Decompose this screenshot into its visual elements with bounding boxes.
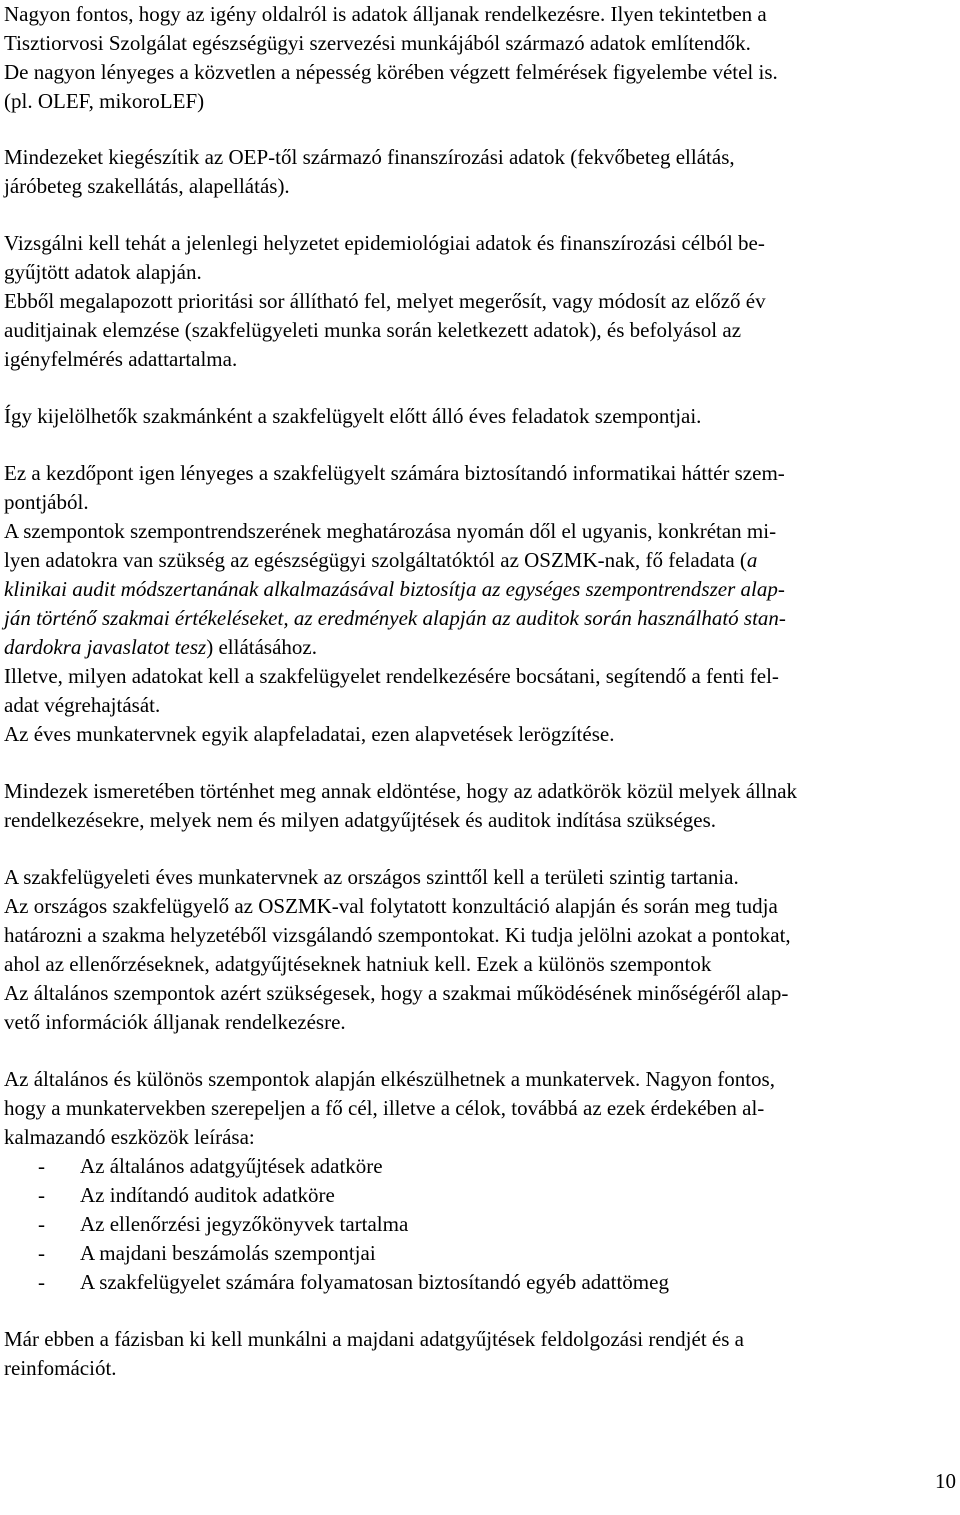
text-line: vető információk álljanak rendelkezésre. xyxy=(4,1010,346,1034)
text-line: határozni a szakma helyzetéből vizsgálandó szempontokat. Ki tudja jelölni azokat a pontokat, xyxy=(4,923,791,947)
text-line: (pl. OLEF, mikoroLEF) xyxy=(4,89,205,113)
text-line: Az országos szakfelügyelő az OSZMK-val folytatott konzultáció alapján és során meg tudja xyxy=(4,894,778,918)
text-line: gyűjtött adatok alapján. xyxy=(4,260,202,284)
italic-text: ján történő szakmai értékeléseket, az eredmények alapján az auditok során használható stan- xyxy=(4,606,786,630)
text-line: kalmazandó eszközök leírása: xyxy=(4,1125,255,1149)
page-number: 10 xyxy=(935,1469,956,1493)
text-line: De nagyon lényeges a közvetlen a népesség körében végzett felmérések figyelembe vétel is. xyxy=(4,60,778,84)
text-line: A szempontok szempontrendszerének meghatározása nyomán dől el ugyanis, konkrétan mi- xyxy=(4,519,777,543)
text-line: auditjainak elemzése (szakfelügyeleti munka során keletkezett adatok), és befolyásol az xyxy=(4,318,742,342)
text-line: reinfomációt. xyxy=(4,1356,117,1380)
text-line: Nagyon fontos, hogy az igény oldalról is adatok álljanak rendelkezésre. Ilyen tekintetben a xyxy=(4,2,767,26)
list-item xyxy=(38,1239,376,1268)
text-line: Az éves munkatervnek egyik alapfeladatai, ezen alapvetések lerögzítése. xyxy=(4,722,615,746)
text-line: Mindezek ismeretében történhet meg annak eldöntése, hogy az adatkörök közül melyek állnak xyxy=(4,779,798,803)
text-segment: ) ellátásához. xyxy=(206,635,317,659)
text-line: Illetve, milyen adatokat kell a szakfelügyelet rendelkezésére bocsátani, segítendő a fenti fel- xyxy=(4,664,779,688)
text-line: adat végrehajtását. xyxy=(4,693,161,717)
text-line: Mindezeket kiegészítik az OEP-től származó finanszírozási adatok (fekvőbeteg ellátás, xyxy=(4,145,735,169)
italic-text: dardokra javaslatot tesz xyxy=(4,635,207,659)
list-dash: - xyxy=(38,1241,45,1265)
italic-text: klinikai audit módszertanának alkalmazásával biztosítja az egységes szempontrendszer alap- xyxy=(4,577,785,601)
text-line: Már ebben a fázisban ki kell munkálni a majdani adatgyűjtések feldolgozási rendjét és a xyxy=(4,1327,744,1351)
text-line xyxy=(4,604,786,633)
text-line: ahol az ellenőrzéseknek, adatgyűjtéseknek hatniuk kell. Ezek a különös szempontok xyxy=(4,952,712,976)
text-line: pontjából. xyxy=(4,490,89,514)
text-line: Tisztiorvosi Szolgálat egészségügyi szervezési munkájából származó adatok említendők. xyxy=(4,31,751,55)
text-line: járóbeteg szakellátás, alapellátás). xyxy=(4,174,290,198)
list-dash: - xyxy=(38,1270,45,1294)
text-line: Így kijelölhetők szakmánként a szakfelügyelt előtt álló éves feladatok szempontjai. xyxy=(4,404,702,428)
list-item-text: Az ellenőrzési jegyzőkönyvek tartalma xyxy=(80,1212,409,1236)
text-line: hogy a munkatervekben szerepeljen a fő cél, illetve a célok, továbbá az ezek érdekében al- xyxy=(4,1096,765,1120)
text-line: igényfelmérés adattartalma. xyxy=(4,347,238,371)
text-line: Ebből megalapozott prioritási sor állítható fel, melyet megerősít, vagy módosít az előző év xyxy=(4,289,766,313)
text-line: Az általános szempontok azért szükségesek, hogy a szakmai működésének minőségéről alap- xyxy=(4,981,789,1005)
text-line: A szakfelügyeleti éves munkatervnek az országos szinttől kell a területi szintig tartania. xyxy=(4,865,739,889)
text-line: Vizsgálni kell tehát a jelenlegi helyzetet epidemiológiai adatok és finanszírozási célból be- xyxy=(4,231,765,255)
list-item xyxy=(38,1152,383,1181)
list-dash: - xyxy=(38,1154,45,1178)
list-dash: - xyxy=(38,1183,45,1207)
text-line: rendelkezésekre, melyek nem és milyen adatgyűjtések és auditok indítása szükséges. xyxy=(4,808,717,832)
list-dash: - xyxy=(38,1212,45,1236)
text-line: Ez a kezdőpont igen lényeges a szakfelügyelt számára biztosítandó informatikai háttér szem- xyxy=(4,461,785,485)
text-line: Az általános és különös szempontok alapján elkészülhetnek a munkatervek. Nagyon fontos, xyxy=(4,1067,775,1091)
text-line xyxy=(4,546,757,575)
list-item-text: A majdani beszámolás szempontjai xyxy=(80,1241,376,1265)
text-line xyxy=(4,633,317,662)
text-segment: lyen adatokra van szükség az egészségügyi szolgáltatóktól az OSZMK-nak, fő feladata ( xyxy=(4,548,747,572)
list-item xyxy=(38,1268,669,1297)
list-item-text: A szakfelügyelet számára folyamatosan biztosítandó egyéb adattömeg xyxy=(80,1270,669,1294)
list-item-text: Az általános adatgyűjtések adatköre xyxy=(80,1154,383,1178)
text-line xyxy=(4,575,785,604)
italic-text: a xyxy=(746,548,758,572)
list-item xyxy=(38,1210,408,1239)
list-item-text: Az indítandó auditok adatköre xyxy=(80,1183,335,1207)
list-item xyxy=(38,1181,335,1210)
